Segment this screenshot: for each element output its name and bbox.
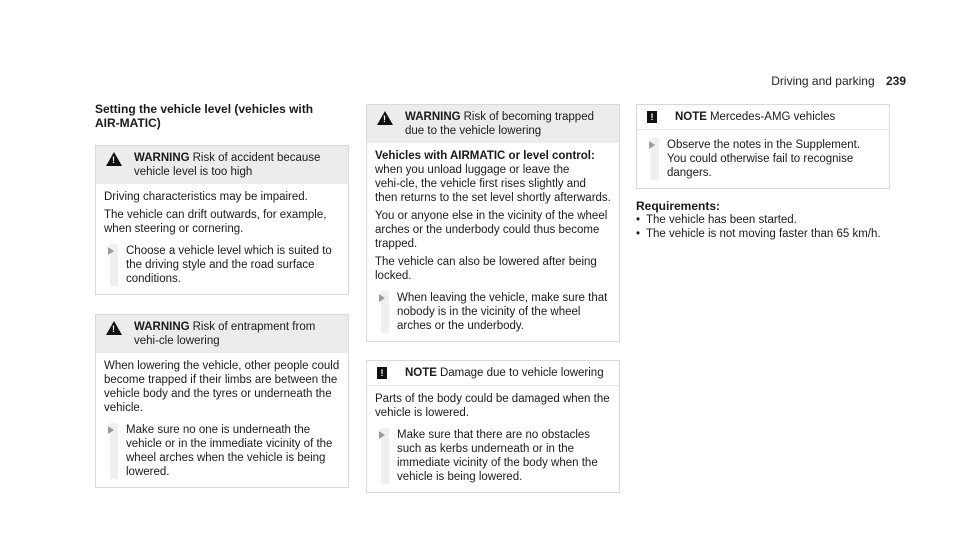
- section-title: Setting the vehicle level (vehicles with AIR‑MATIC): [95, 102, 314, 130]
- warning-label: WARNING: [134, 152, 190, 164]
- warning-title: Risk of entrapment from vehi‑cle lowering: [134, 321, 316, 347]
- step-text: Make sure that there are no obstacles such as kerbs underneath or in the immediate vicinity of the body when the vehicle is being lowered.: [397, 429, 598, 483]
- step-text: When leaving the vehicle, make sure that nobody is in the vicinity of the wheel arches or the underbody.: [397, 292, 608, 332]
- warning-label: WARNING: [134, 321, 190, 333]
- warning-subheading: Vehicles with AIRMATIC or level control:: [375, 150, 595, 162]
- requirements: [636, 199, 890, 241]
- list-item: • The vehicle has been started.: [636, 213, 890, 227]
- step-text: Choose a vehicle level which is suited to the driving style and the road surface conditions.: [126, 245, 332, 285]
- warning-text: You or anyone else in the vicinity of the wheel arches or the underbody could thus become trapped.: [375, 210, 608, 250]
- list-item: • The vehicle is not moving faster than 65 km/h.: [636, 227, 890, 241]
- action-step: [645, 138, 881, 180]
- warning-text: When lowering the vehicle, other people could become trapped if their limbs are between the vehicle body and the tyres or underneath the vehicle.: [104, 360, 340, 414]
- warning-icon: !: [106, 321, 122, 335]
- note-text: Parts of the body could be damaged when the vehicle is lowered.: [375, 393, 610, 419]
- warning-header: [96, 315, 348, 353]
- warning-icon: !: [377, 111, 393, 125]
- action-step: [375, 291, 611, 333]
- warning-title: Risk of accident because vehicle level is too high: [134, 152, 321, 178]
- step-text: Observe the notes in the Supplement. You could otherwise fail to recognise dangers.: [667, 139, 861, 179]
- warning-icon: !: [106, 152, 122, 166]
- warning-header: [367, 105, 619, 143]
- warning-box-level: [95, 145, 349, 295]
- warning-text: Driving characteristics may be impaired.: [104, 191, 308, 203]
- arrow-icon: [108, 426, 114, 434]
- page-number: 239: [885, 74, 906, 88]
- arrow-icon: [379, 431, 385, 439]
- requirements-title: Requirements:: [636, 199, 721, 213]
- warning-label: WARNING: [405, 111, 461, 123]
- note-label: NOTE: [675, 111, 707, 123]
- warning-text: The vehicle can also be lowered after being locked.: [375, 256, 597, 282]
- warning-text: when you unload luggage or leave the vehi‑cle, the vehicle first rises slightly and then returns to the set level shortly afterwards.: [375, 164, 611, 204]
- note-icon: !: [647, 111, 657, 123]
- note-title: Mercedes‑AMG vehicles: [709, 111, 836, 123]
- note-header: [367, 361, 619, 386]
- note-icon: !: [377, 367, 387, 379]
- note-box-amg: [636, 104, 890, 189]
- action-step: [375, 428, 611, 484]
- requirements-list: [636, 213, 890, 241]
- warning-header: [96, 146, 348, 184]
- column-1: [95, 102, 349, 488]
- warning-text: The vehicle can drift outwards, for example, when steering or cornering.: [104, 209, 327, 235]
- note-title: Damage due to vehicle lowering: [439, 367, 604, 379]
- note-box-damage: [366, 360, 620, 493]
- section-name: Driving and parking: [771, 74, 875, 88]
- warning-title: Risk of becoming trapped due to the vehicle lowering: [405, 111, 594, 137]
- warning-box-trapped: [366, 104, 620, 342]
- note-header: [637, 105, 889, 130]
- action-step: [104, 423, 340, 479]
- note-label: NOTE: [405, 367, 437, 379]
- column-3: [636, 104, 890, 241]
- page-header: [771, 74, 906, 88]
- arrow-icon: [379, 294, 385, 302]
- column-2: [366, 104, 620, 493]
- arrow-icon: [108, 247, 114, 255]
- arrow-icon: [649, 141, 655, 149]
- action-step: [104, 244, 340, 286]
- warning-box-entrapment: [95, 314, 349, 488]
- step-text: Make sure no one is underneath the vehicle or in the immediate vicinity of the wheel arches when the vehicle is being lowered.: [126, 424, 333, 478]
